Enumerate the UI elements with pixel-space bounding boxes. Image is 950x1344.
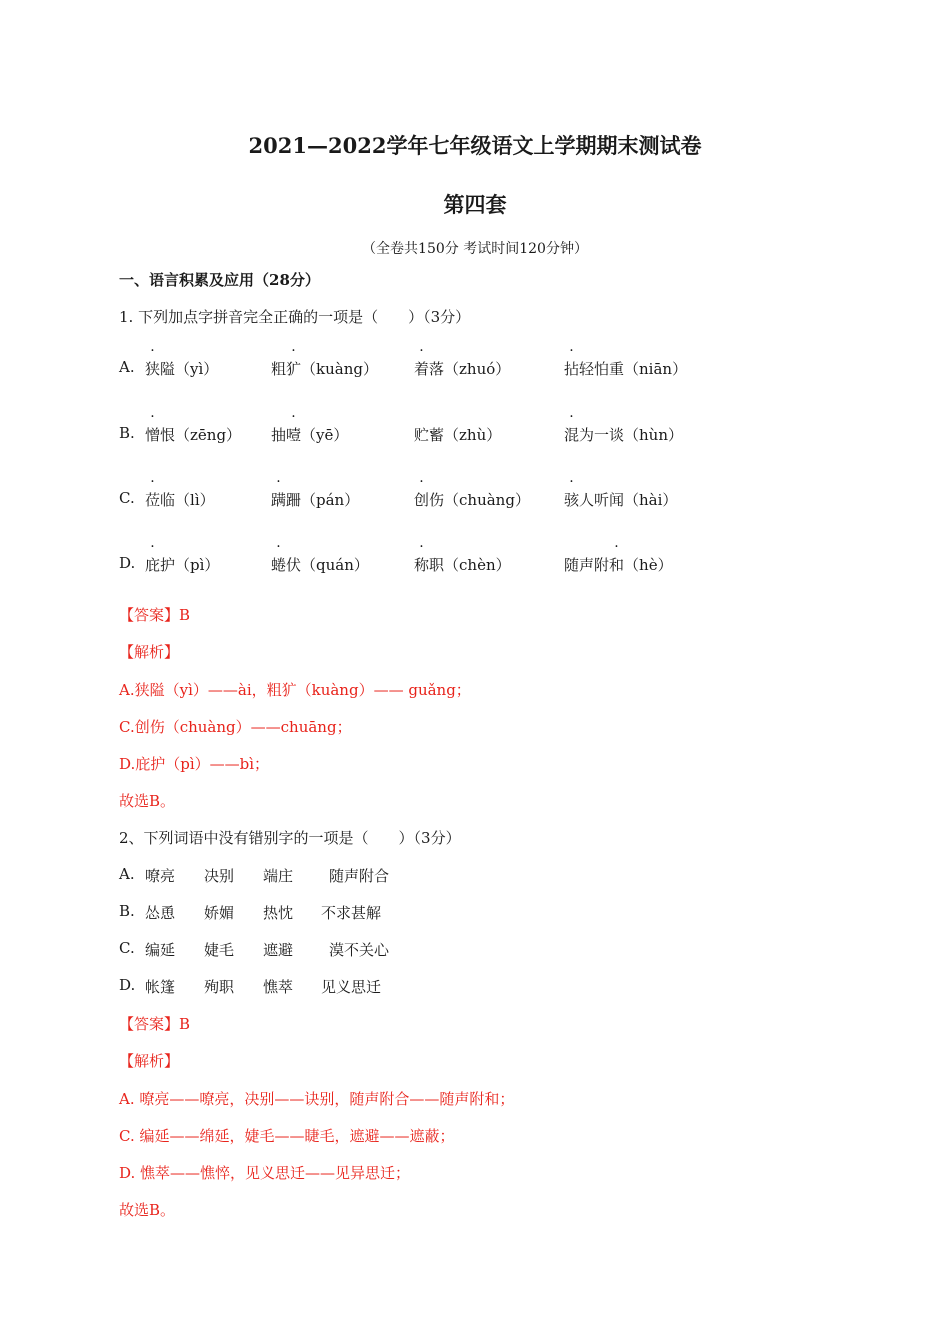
- dotted-character: 憎: [145, 426, 161, 444]
- option-word: 决别: [204, 867, 235, 885]
- dotted-character: 和: [609, 556, 625, 574]
- question-1-analysis-line: 故选B。: [119, 792, 176, 810]
- option-letter: D.: [119, 554, 136, 572]
- option-letter: A.: [119, 865, 135, 883]
- dotted-character: 庇: [145, 556, 161, 574]
- option-item: [414, 489, 530, 510]
- option-letter: C.: [119, 939, 135, 957]
- option-item: [271, 489, 359, 510]
- option-word: 热忱: [263, 904, 294, 922]
- option-item-text: 为一谈（hùn）: [579, 426, 683, 444]
- option-item: [414, 358, 510, 379]
- option-letter: C.: [119, 489, 135, 507]
- option-item: [145, 358, 218, 379]
- option-item: [564, 358, 687, 379]
- option-word: 遮避: [263, 941, 294, 959]
- option-item-text: （hè）: [624, 556, 673, 574]
- option-item-text: 贮: [414, 426, 430, 444]
- option-item-text: 伤（chuàng）: [429, 491, 530, 509]
- dotted-character: 着: [414, 360, 430, 378]
- dotted-character: 创: [414, 491, 430, 509]
- option-item-text: 蓄（zhù）: [429, 426, 502, 444]
- option-word: 见义思迁: [321, 978, 382, 996]
- option-item: [564, 554, 673, 575]
- question-2-analysis-line: D. 憔萃——憔悴，见义思迁——见异思迁；: [119, 1164, 411, 1182]
- page-subtitle: 第四套: [443, 192, 507, 217]
- option-word: 编延: [145, 941, 176, 959]
- question-2-stem: 2、下列词语中没有错别字的一项是（ ）（3分）: [119, 829, 461, 847]
- option-item-text: 伏（quán）: [286, 556, 369, 574]
- section-heading: 一、语言积累及应用（28分）: [119, 271, 320, 289]
- option-item-text: 临（lì）: [160, 491, 215, 509]
- option-item: [145, 424, 241, 445]
- option-word: 随声附合: [329, 867, 390, 885]
- option-item: [145, 489, 215, 510]
- option-item: [145, 554, 219, 575]
- option-item: [414, 554, 511, 575]
- option-word: 娇媚: [204, 904, 235, 922]
- option-item: [564, 424, 683, 445]
- dotted-character: 蹒: [271, 491, 287, 509]
- question-1-analysis-line: A.狭隘（yì）——ài，粗犷（kuàng）—— guǎng；: [119, 681, 471, 699]
- dotted-character: 拈: [564, 360, 580, 378]
- option-item-text: 落（zhuó）: [429, 360, 511, 378]
- question-1-answer: 【答案】B: [119, 606, 191, 624]
- option-item-text: （kuàng）: [301, 360, 378, 378]
- option-word: 怂恿: [145, 904, 176, 922]
- page-title: 2021—2022学年七年级语文上学期期末测试卷: [248, 133, 702, 158]
- question-2-analysis-label: 【解析】: [119, 1052, 180, 1070]
- option-word: 端庄: [263, 867, 294, 885]
- option-item: [271, 554, 369, 575]
- dotted-character: 称: [414, 556, 430, 574]
- dotted-character: 噎: [286, 426, 302, 444]
- option-item-text: 随声附: [564, 556, 610, 574]
- question-1-analysis-label: 【解析】: [119, 643, 180, 661]
- dotted-character: 莅: [145, 491, 161, 509]
- question-2-analysis-line: A. 嘹亮——嘹亮，决别——诀别，随声附合——随声附和；: [119, 1090, 515, 1108]
- option-word: 憔萃: [263, 978, 294, 996]
- question-2-answer: 【答案】B: [119, 1015, 191, 1033]
- option-word: 婕毛: [204, 941, 235, 959]
- dotted-character: 混: [564, 426, 580, 444]
- option-word: 帐篷: [145, 978, 176, 996]
- option-letter: B.: [119, 902, 135, 920]
- question-1-analysis-line: C.创伤（chuàng）——chuāng；: [119, 718, 352, 736]
- option-letter: A.: [119, 358, 135, 376]
- option-item-text: 隘（yì）: [160, 360, 219, 378]
- dotted-character: 狭: [145, 360, 161, 378]
- option-item: [271, 424, 348, 445]
- option-item: [564, 489, 677, 510]
- option-item-text: 抽: [271, 426, 287, 444]
- exam-note: （全卷共150分 考试时间120分钟）: [362, 241, 588, 257]
- option-item-text: 职（chèn）: [429, 556, 511, 574]
- option-word: 不求甚解: [321, 904, 382, 922]
- option-item-text: 轻怕重（niān）: [579, 360, 688, 378]
- option-item: [271, 358, 378, 379]
- dotted-character: 骇: [564, 491, 580, 509]
- option-word: 漠不关心: [329, 941, 390, 959]
- option-word: 殉职: [204, 978, 235, 996]
- option-item-text: 人听闻（hài）: [579, 491, 678, 509]
- option-item-text: 粗: [271, 360, 287, 378]
- option-item: [414, 424, 501, 445]
- option-item-text: 恨（zēng）: [160, 426, 242, 444]
- option-letter: D.: [119, 976, 136, 994]
- question-1-stem: 1. 下列加点字拼音完全正确的一项是（ ）（3分）: [119, 308, 471, 326]
- option-item-text: （yē）: [301, 426, 349, 444]
- dotted-character: 蜷: [271, 556, 287, 574]
- option-item-text: 护（pì）: [160, 556, 220, 574]
- option-letter: B.: [119, 424, 135, 442]
- option-word: 嘹亮: [145, 867, 176, 885]
- option-item-text: 跚（pán）: [286, 491, 360, 509]
- question-2-analysis-line: 故选B。: [119, 1201, 176, 1219]
- question-1-analysis-line: D.庇护（pì）——bì；: [119, 755, 270, 773]
- question-2-analysis-line: C. 编延——绵延，婕毛——睫毛，遮避——遮蔽；: [119, 1127, 455, 1145]
- dotted-character: 犷: [286, 360, 302, 378]
